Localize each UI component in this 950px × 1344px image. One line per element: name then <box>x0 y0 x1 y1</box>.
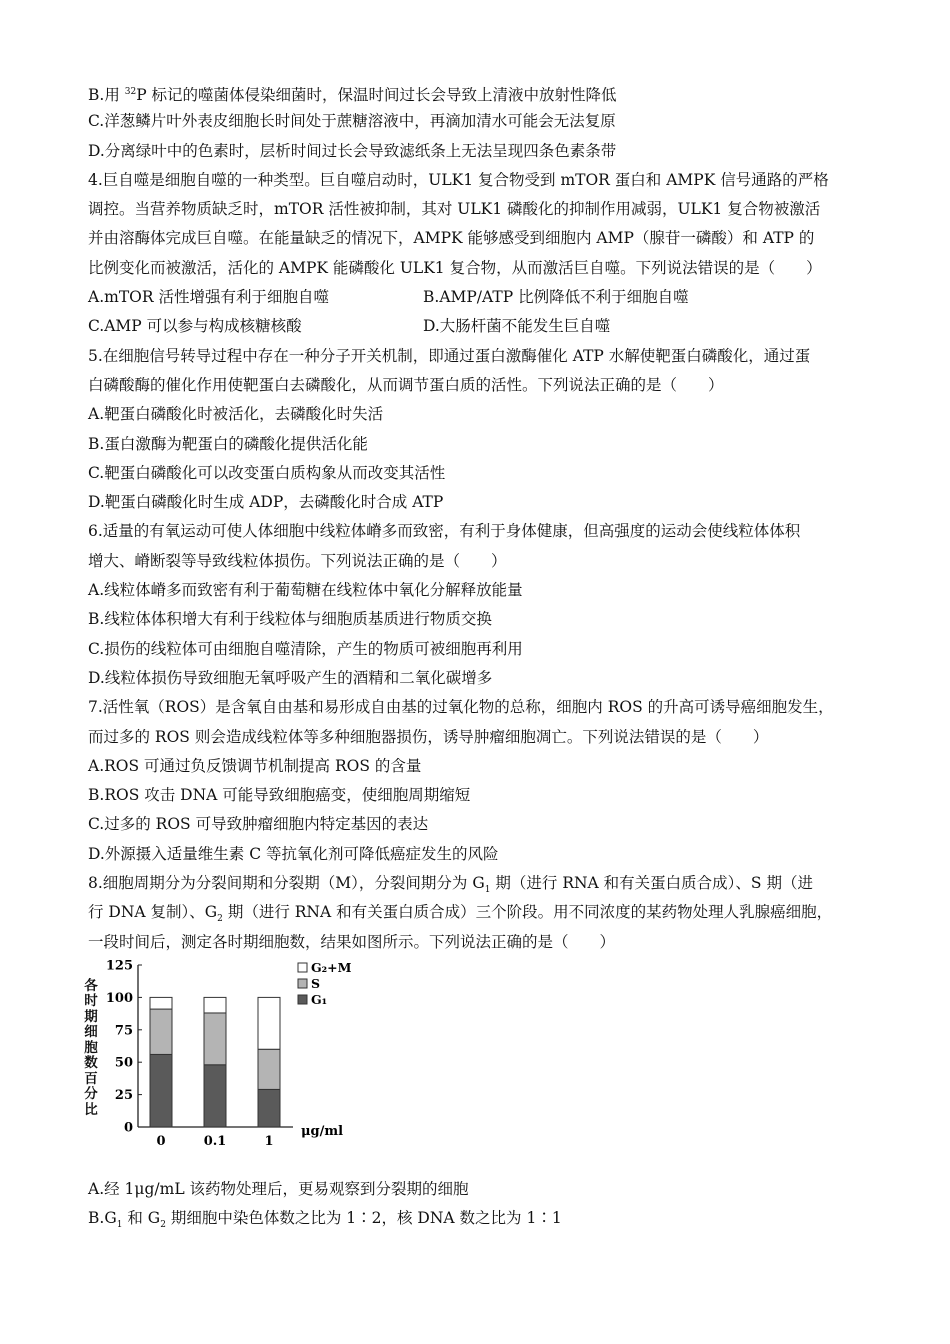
bar-segment <box>150 997 172 1009</box>
exam-page <box>84 78 878 1234</box>
y-tick-label: 25 <box>114 1088 133 1104</box>
bar-segment <box>150 1009 172 1054</box>
q8-stem-line: 8.细胞周期分为分裂间期和分裂期（M），分裂间期分为 $G_1$ 期（进行 RNA 和有关蛋白质合成）、S 期（进 <box>88 874 813 896</box>
q5-stem-line: 5.在细胞信号转导过程中存在一种分子开关机制，即通过蛋白激酶催化 ATP 水解使靶蛋白磷酸化，通过蛋 <box>88 346 811 365</box>
legend-swatch <box>298 963 307 972</box>
q4-stem-line: 调控。当营养物质缺乏时，mTOR 活性被抑制，其对 ULK1 磷酸化的抑制作用减弱，ULK1 复合物被激活 <box>88 200 821 219</box>
q4-option-c: C.AMP 可以参与构成核糖核酸 <box>88 317 302 336</box>
q5-option-b: B.蛋白激酶为靶蛋白的磷酸化提供活化能 <box>88 434 368 453</box>
y-tick-label: 125 <box>105 958 133 974</box>
q4-option-d: D.大肠杆菌不能发生巨自噬 <box>423 317 611 336</box>
q6-option-d: D.线粒体损伤导致细胞无氧呼吸产生的酒精和二氧化碳增多 <box>88 668 493 687</box>
q5-option-c: C.靶蛋白磷酸化可以改变蛋白质构象从而改变其活性 <box>88 463 446 482</box>
y-tick-label: 100 <box>105 990 133 1006</box>
q7-option-b: B.ROS 攻击 DNA 可能导致细胞癌变，使细胞周期缩短 <box>88 786 471 805</box>
q5-option-d: D.靶蛋白磷酸化时生成 ADP，去磷酸化时合成 ATP <box>88 493 444 512</box>
legend-label: G₂+M <box>311 959 352 975</box>
legend-label: G₁ <box>311 991 328 1007</box>
q8-stem-line: 行 DNA 复制）、$G_2$ 期（进行 RNA 和有关蛋白质合成）三个阶段。用不同浓度的某药物处理人乳腺癌细胞， <box>88 903 833 925</box>
q4-option-a: A.mTOR 活性增强有利于细胞自噬 <box>88 288 329 307</box>
q8-stem-line: 一段时间后，测定各时期细胞数，结果如图所示。下列说法正确的是（ ） <box>88 932 616 951</box>
cell-cycle-chart <box>84 958 878 1169</box>
q7-option-a: A.ROS 可通过负反馈调节机制提高 ROS 的含量 <box>88 756 422 775</box>
y-axis-label: 各时期细胞数百分比 <box>84 977 98 1118</box>
q7-option-d: D.外源摄入适量维生素 C 等抗氧化剂可降低癌症发生的风险 <box>88 844 499 863</box>
q7-option-c: C.过多的 ROS 可导致肿瘤细胞内特定基因的表达 <box>88 815 429 834</box>
x-tick-label: 0.1 <box>203 1133 227 1149</box>
q4-stem-line: 4.巨自噬是细胞自噬的一种类型。巨自噬启动时，ULK1 复合物受到 mTOR 蛋白和 AMPK 信号通路的严格 <box>88 170 829 189</box>
x-tick-label: 1 <box>264 1133 274 1149</box>
bar-segment <box>258 997 280 1049</box>
q5-stem-line: 白磷酸酶的催化作用使靶蛋白去磷酸化，从而调节蛋白质的活性。下列说法正确的是（ ） <box>88 375 724 394</box>
q6-option-b: B.线粒体体积增大有利于线粒体与细胞质基质进行物质交换 <box>88 610 492 629</box>
q4-options-row <box>88 283 878 312</box>
x-axis-label: μg/ml <box>301 1123 344 1139</box>
q6-stem-line: 增大、嵴断裂等导致线粒体损伤。下列说法正确的是（ ） <box>88 551 507 570</box>
legend-swatch <box>298 979 307 988</box>
q6-option-c: C.损伤的线粒体可由细胞自噬清除，产生的物质可被细胞再利用 <box>88 639 523 658</box>
q4-stem-line: 并由溶酶体完成巨自噬。在能量缺乏的情况下，AMPK 能够感受到细胞内 AMP（腺苷一磷酸）和 ATP 的 <box>88 229 815 248</box>
q4-option-b: B.AMP/ATP 比例降低不利于细胞自噬 <box>423 288 689 307</box>
q7-stem-line: 7.活性氧（ROS）是含氧自由基和易形成自由基的过氧化物的总称，细胞内 ROS 的升高可诱导癌细胞发生， <box>88 698 834 717</box>
q8-option-b: $B.G_1$ 和 $G_2$ 期细胞中染色体数之比为 1∶2，核 DNA 数之比为 1∶1 <box>88 1209 562 1231</box>
q6-stem-line: 6.适量的有氧运动可使人体细胞中线粒体嵴多而致密，有利于身体健康，但高强度的运动会使线粒体体积 <box>88 522 801 541</box>
bar-segment <box>258 1049 280 1089</box>
q4-options-row <box>88 312 878 341</box>
stacked-bar-chart <box>88 959 388 1169</box>
y-tick-label: 75 <box>114 1023 133 1039</box>
y-tick-label: 0 <box>123 1120 133 1136</box>
q3-option-c: C.洋葱鳞片叶外表皮细胞长时间处于蔗糖溶液中，再滴加清水可能会无法复原 <box>88 112 616 131</box>
bar-segment <box>150 1054 172 1127</box>
x-tick-label: 0 <box>156 1133 166 1149</box>
bar-segment <box>204 997 226 1013</box>
bar-segment <box>204 1013 226 1065</box>
q3-option-d: D.分离绿叶中的色素时，层析时间过长会导致滤纸条上无法呈现四条色素条带 <box>88 141 617 160</box>
q3-option-b: B.用 $^{32}$P 标记的噬菌体侵染细菌时，保温时间过长会导致上清液中放射性降低 <box>88 86 617 105</box>
bar-segment <box>258 1089 280 1127</box>
q7-stem-line: 而过多的 ROS 则会造成线粒体等多种细胞器损伤，诱导肿瘤细胞凋亡。下列说法错误的是（ ） <box>88 727 769 746</box>
legend-swatch <box>298 995 307 1004</box>
q5-option-a: A.靶蛋白磷酸化时被活化，去磷酸化时失活 <box>88 405 384 424</box>
legend-label: S <box>311 975 321 991</box>
q8-option-a: A.经 1μg/mL 该药物处理后，更易观察到分裂期的细胞 <box>88 1179 469 1198</box>
q6-option-a: A.线粒体嵴多而致密有利于葡萄糖在线粒体中氧化分解释放能量 <box>88 581 523 600</box>
bar-segment <box>204 1065 226 1127</box>
q4-stem-line: 比例变化而被激活，活化的 AMPK 能磷酸化 ULK1 复合物，从而激活巨自噬。下列说法错误的是（ ） <box>88 258 822 277</box>
y-tick-label: 50 <box>114 1055 133 1071</box>
